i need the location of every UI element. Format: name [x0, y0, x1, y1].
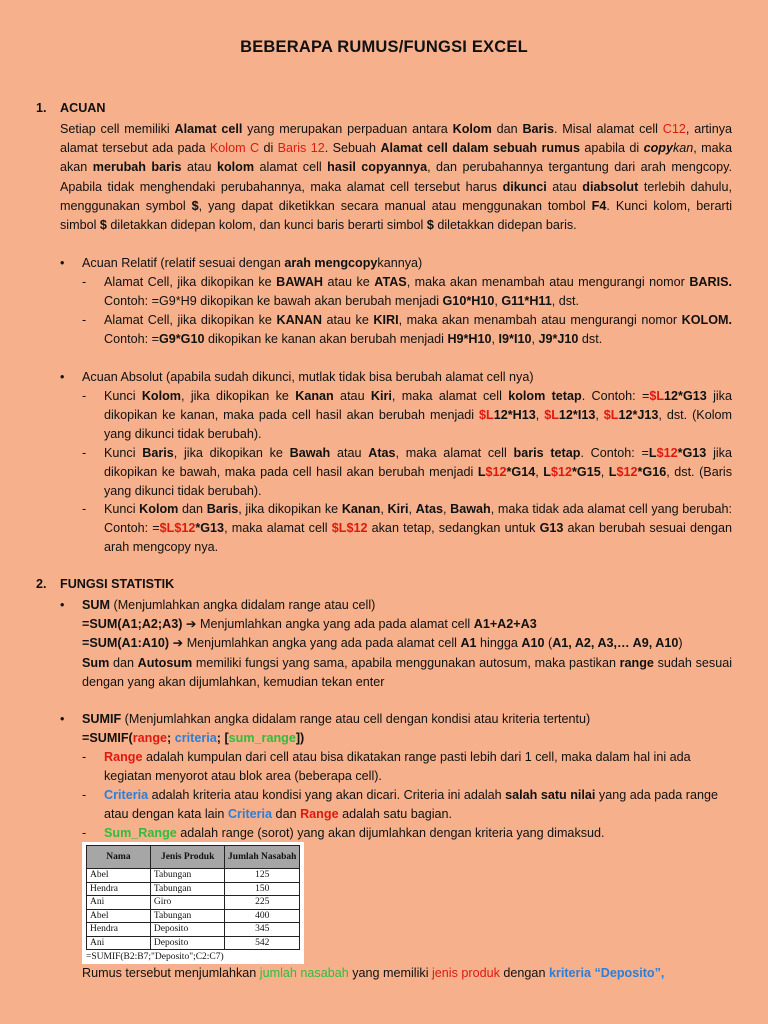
bullet-text — [82, 254, 732, 273]
text-run: Bawah — [450, 502, 491, 516]
table-cell: Abel — [87, 869, 151, 883]
acuan-paragraph — [60, 120, 732, 235]
table-header: Jenis Produk — [150, 846, 225, 869]
text-run: (Menjumlahkan angka didalam range atau cell) — [110, 598, 376, 612]
text-run: KOLOM. — [681, 313, 732, 327]
table-row — [87, 869, 300, 883]
text-run: dan — [491, 122, 523, 136]
sum-line — [82, 634, 732, 653]
text-run: 12*I13 — [558, 408, 596, 423]
table-row — [87, 936, 300, 950]
text-run: $L$12 — [159, 521, 196, 536]
sumif-line — [82, 710, 732, 729]
text-run: 12*G13 — [664, 389, 707, 403]
text-run: KANAN — [276, 313, 322, 327]
table-header: Jumlah Nasabah — [225, 846, 300, 869]
text-run: sum_range — [228, 731, 296, 746]
section-heading-fungsi-statistik — [36, 577, 174, 591]
text-run: , maka alamat cell — [224, 521, 332, 536]
text-run: criteria — [174, 731, 217, 746]
text-run: ]) — [295, 731, 305, 746]
text-run: $12 — [551, 465, 573, 480]
text-run: *G13 — [677, 446, 707, 460]
sumif-formula: =SUMIF(B2:B7;"Deposito";C2:C7) — [86, 952, 224, 962]
table-cell: Tabungan — [150, 882, 225, 896]
text-run: jika dikopikan ke bawah, maka pada cell hasil akan berubah menjadi — [104, 446, 732, 480]
text-run: , maka alamat cell — [395, 446, 514, 460]
bullet-dot: • — [60, 598, 65, 612]
example-table — [86, 845, 300, 950]
text-run: atau — [546, 179, 583, 194]
text-run: . Contoh: = — [581, 389, 650, 403]
text-run: $L — [479, 408, 494, 423]
text-run: ; — [167, 731, 175, 746]
text-run: Alamat cell — [174, 122, 243, 136]
text-run: $ — [426, 218, 434, 233]
text-run: A1, A2, A3,… A9, A10 — [552, 636, 679, 651]
text-run: . Misal alamat cell — [553, 122, 663, 136]
text-run: Kanan — [295, 389, 334, 403]
text-run: J9*J10 — [538, 332, 579, 347]
text-run: , maka alamat cell — [391, 389, 509, 403]
text-run: Menjumlahkan angka yang ada pada alamat cell — [186, 636, 461, 651]
text-run: Kanan — [341, 502, 381, 516]
text-run: G10*H10 — [442, 294, 495, 309]
text-run: A10 — [521, 636, 545, 651]
text-run: dan — [178, 502, 207, 516]
text-run: $L — [603, 408, 619, 423]
text-run: hasil copyannya — [327, 160, 428, 175]
example-table-image — [82, 842, 304, 964]
text-run: Kunci — [104, 502, 140, 516]
text-run: 12*H13 — [493, 408, 536, 423]
section-heading-acuan — [36, 101, 105, 115]
text-run: Baris — [522, 122, 554, 136]
text-run: diletakkan didepan baris. — [433, 218, 577, 233]
text-run: Kolom — [139, 502, 179, 516]
text-run: , maka tidak ada alamat cell yang berubah: Contoh: = — [104, 502, 733, 536]
text-run: , — [491, 332, 499, 347]
text-run: (Menjumlahkan angka didalam range atau cell dengan kondisi atau kriteria tertentu) — [121, 712, 591, 726]
text-run: range — [619, 655, 654, 670]
text-run: ) — [678, 636, 683, 651]
text-run: $L — [649, 389, 665, 403]
text-run: Range — [300, 807, 339, 822]
text-run: $L$12 — [331, 521, 368, 536]
text-run: *G16 — [637, 465, 667, 480]
table-cell: Tabungan — [150, 909, 225, 923]
text-run: , dst. — [551, 294, 580, 309]
text-run: atau ke — [323, 275, 375, 289]
text-run: akan tetap, sedangkan untuk — [367, 521, 540, 536]
text-run: BARIS. — [689, 275, 733, 289]
text-run: , — [494, 294, 502, 309]
bullet-dot: • — [60, 370, 65, 384]
text-run: yang merupakan perpaduan antara — [242, 122, 453, 136]
text-run: alamat cell — [254, 160, 328, 175]
text-run: Kolom C — [209, 141, 260, 156]
text-run: Criteria — [104, 788, 149, 802]
text-run: . Sebuah — [324, 141, 381, 156]
section-number: 2. — [36, 577, 47, 591]
text-run: diabsolut — [582, 179, 639, 194]
text-run: $L — [544, 408, 559, 423]
text-run: Kolom — [452, 122, 492, 136]
text-run: , maka akan menambah atau mengurangi nomor — [406, 275, 690, 289]
text-run: A1 — [460, 636, 477, 651]
text-run: , dan perubahannya tergantung dari arah mengcopy. Apabila tidak menghendaki perubahannya, maka alamat cell tersebut harus — [60, 160, 732, 194]
text-run: =SUM(A1;A2;A3) ➔ — [82, 617, 200, 632]
text-run: $ — [99, 218, 107, 233]
bullet-dot: • — [60, 256, 65, 270]
text-run: , — [408, 502, 416, 516]
text-run: ( — [544, 636, 553, 651]
text-run: *G14 — [506, 465, 536, 480]
text-run: apabila di — [579, 141, 644, 156]
text-run: atau — [330, 446, 369, 460]
text-run: . Kunci kolom, berarti simbol — [60, 198, 732, 233]
table-cell: 125 — [225, 869, 300, 883]
text-run: baris tetap — [513, 446, 581, 460]
document-page: BEBERAPA RUMUS/FUNGSI EXCEL 1. ACUAN Setiap cell memiliki Alamat cell yang merupakan perpaduan antara Kolom dan Baris. Misal alamat cell C12, artinya alamat tersebut ada pada Kolom C di Baris 12. Sebuah Alamat cell dalam sebuah rumus apabila di copykan, maka akan merubah baris atau kolom alamat cell hasil copyannya, dan perubahannya tergantung dari arah mengcopy. Apabila tidak menghendaki perubahannya, maka alamat cell tersebut harus dikunci atau diabsolut terlebih dahulu, menggunakan symbol $, yang dapat diketikkan secara manual atau menggunakan tombol F4. Kunci kolom, berarti simbol $ diletakkan didepan kolom, dan kunci baris berarti simbol $ diletakkan didepan baris. • Acuan Relatif (relatif sesuai dengan arah mengcopykannya) - Alamat Cell, jika dikopikan ke BAWAH atau ke ATAS, maka akan menambah atau mengurangi nomor BARIS. Contoh: =G9*H9 dikopikan ke bawah akan berubah menjadi G10*H10, G11*H11, dst. - Alamat Cell, jika dikopikan ke KANAN atau ke KIRI, maka akan menambah atau mengurangi nomor KOLOM. Contoh: =G9*G10 dikopikan ke kanan akan berubah menjadi H9*H10, I9*I10, J9*J10 dst. • Acuan Absolut (apabila sudah dikunci, mutlak tidak bisa berubah alamat cell nya) - Kunci Kolom, jika dikopikan ke Kanan atau Kiri, maka alamat cell kolom tetap. Contoh: =$L12*G13 jika dikopikan ke kanan, maka pada cell hasil akan berubah menjadi $L12*H13, $L12*I13, $L12*J13, dst. (Kolom yang dikunci tidak berubah). - Kunci Baris, jika dikopikan ke Bawah atau Atas, maka alamat cell baris tetap. Contoh: =L$12*G13 jika dikopikan ke bawah, maka pada cell hasil akan berubah menjadi L$12*G14, L$12*G15, L$12*G16, dst. (Baris yang dikunci tidak berubah). - Kunci Kolom dan Baris, jika dikopikan ke Kanan, Kiri, Atas, Bawah, maka tidak ada alamat cell yang berubah: Contoh: =$L$12*G13, maka alamat cell $L$12 akan tetap, sedangkan untuk G13 akan berubah sesuai dengan arah mengcopy nya. 2. FUNGSI STATISTIK • SUM (Menjumlahkan angka didalam range atau cell) =SUM(A1;A2;A3) ➔ Menjumlahkan angka yang ada pada alamat cell A1+A2+A3 =SUM(A1:A10) ➔ Menjumlahkan angka yang ada pada alamat cell A1 hingga A10 (A1, A2, A3,… A9, A10) Sum dan Autosum memiliki fungsi yang sama, apabila menggunakan autosum, maka pastikan range sudah sesuai dengan yang akan dijumlahkan, kemudian tekan enter • SUMIF (Menjumlahkan angka didalam range atau cell dengan kondisi atau kriteria tertentu) =SUMIF(range; criteria; [sum_range]) - Range adalah kumpulan dari cell atau bisa dikatakan range pasti lebih dari 1 cell, maka dalam hal ini ada kegiatan menyorot atau blok area (beberapa cell). - Criteria adalah kriteria atau kondisi yang akan dicari. Criteria ini adalah salah satu nilai yang ada pada range atau dengan kata lain Criteria dan Range adalah satu bagian. - Sum_Range adalah range (sorot) yang akan dijumlahkan dengan kriteria yang dimaksud. Nama Jenis Produk Jumlah Nasabah Abel Tabungan 125 Hendra Tabungan 150 Ani Giro 225 Abel Tabungan 400 Hendra Deposito 345 Ani Deposito 542 =SUMIF(B2:B7;"Deposito";C2:C7) Rumus tersebut menjumlahkan jumlah nasabah yang memiliki jenis produk dengan kriteria “Deposito”, — [0, 0, 768, 1024]
text-run: , — [600, 465, 609, 480]
text-run: =SUM(A1:A10) ➔ — [82, 636, 187, 651]
text-run: Atas — [368, 446, 396, 460]
text-run: dikopikan ke kanan akan berubah menjadi — [204, 332, 448, 347]
text-run: diletakkan didepan kolom, dan kunci baris berarti simbol — [106, 218, 427, 233]
text-run: dengan — [499, 966, 549, 980]
table-cell: 345 — [225, 923, 300, 937]
text-run: KIRI — [373, 313, 399, 327]
text-run: Acuan Relatif (relatif sesuai dengan — [82, 256, 285, 270]
text-run: di — [259, 141, 278, 156]
closing-sentence — [82, 964, 732, 983]
sumif-syntax — [82, 729, 732, 748]
text-run: salah satu nilai — [505, 788, 596, 802]
text-run: range — [132, 731, 168, 746]
text-run: Setiap cell memiliki — [60, 122, 175, 136]
text-run: atau — [333, 389, 371, 403]
text-run: Acuan Absolut (apabila sudah dikunci, mutlak tidak bisa berubah alamat cell nya) — [82, 370, 534, 384]
table-cell: 150 — [225, 882, 300, 896]
text-run: dikunci — [502, 179, 547, 194]
text-run: merubah baris — [92, 160, 182, 175]
table-cell: 400 — [225, 909, 300, 923]
table-row — [87, 882, 300, 896]
text-run: L — [608, 465, 617, 480]
sum-line — [82, 654, 732, 692]
table-row — [87, 923, 300, 937]
text-run: *G15 — [572, 465, 601, 480]
text-run: L — [543, 465, 551, 480]
text-run: Sum_Range — [104, 826, 177, 840]
text-run: Alamat Cell, jika dikopikan ke — [104, 275, 277, 289]
table-cell: Hendra — [87, 923, 151, 937]
bullet-text — [82, 368, 732, 387]
text-run: jumlah nasabah — [259, 966, 349, 980]
text-run: G11*H11 — [501, 294, 552, 309]
text-run: Range — [104, 750, 143, 764]
text-run: , maka akan — [60, 141, 732, 175]
text-run: atau — [181, 160, 217, 175]
text-run: , jika dikopikan ke — [181, 389, 296, 403]
text-run: Kunci — [104, 446, 143, 460]
text-run: G9*G10 — [158, 332, 205, 347]
text-run: , — [535, 465, 544, 480]
table-cell: Deposito — [150, 936, 225, 950]
text-run: Alamat cell dalam sebuah rumus — [380, 141, 580, 156]
text-run: . Contoh: = — [580, 446, 649, 460]
text-run: ATAS — [374, 275, 407, 289]
document-title: BEBERAPA RUMUS/FUNGSI EXCEL — [240, 38, 528, 56]
text-run: adalah range (sorot) yang akan dijumlahkan dengan kriteria yang dimaksud. — [176, 826, 605, 840]
text-run: F4 — [591, 198, 607, 213]
text-run: , jika dikopikan ke — [173, 446, 290, 460]
bullet-dot: • — [60, 712, 65, 726]
table-cell: Ani — [87, 896, 151, 910]
text-run: dan — [109, 655, 138, 670]
text-run: dan — [272, 807, 301, 822]
text-run: 12*J13 — [618, 408, 659, 423]
text-run: sudah sesuai dengan yang akan dijumlahkan, kemudian tekan enter — [82, 655, 733, 689]
text-run: I9*I10 — [498, 332, 532, 347]
table-cell: Tabungan — [150, 869, 225, 883]
text-run: kriteria “Deposito”, — [548, 966, 665, 980]
text-run: , — [595, 408, 604, 423]
table-header-row — [87, 846, 300, 869]
text-run: =SUMIF( — [82, 731, 133, 746]
sum-line — [82, 596, 732, 615]
text-run: Kolom — [141, 389, 182, 403]
text-run: Bawah — [289, 446, 331, 460]
text-run: , maka akan menambah atau mengurangi nomor — [398, 313, 682, 327]
text-run: atau ke — [321, 313, 374, 327]
text-run: , jika dikopikan ke — [238, 502, 342, 516]
text-run: $ — [191, 198, 199, 213]
text-run: BAWAH — [276, 275, 324, 289]
table-row — [87, 896, 300, 910]
text-run: arah mengcopy — [284, 256, 378, 270]
table-header: Nama — [87, 846, 151, 869]
text-run: C12 — [662, 122, 686, 136]
text-run: L — [477, 465, 486, 480]
text-run: , dst. (Baris yang dikunci tidak berubah). — [104, 465, 732, 499]
table-cell: Hendra — [87, 882, 151, 896]
text-run: kan — [672, 141, 694, 156]
text-run: akan berubah sesuai dengan arah mengcopy nya. — [104, 521, 733, 555]
text-run: , — [531, 332, 539, 347]
text-run: Atas — [415, 502, 443, 516]
text-run: , — [380, 502, 388, 516]
text-run: A1+A2+A3 — [473, 617, 537, 632]
text-run: , dst. (Kolom yang dikunci tidak berubah). — [104, 408, 733, 442]
text-run: Contoh: = — [104, 332, 159, 347]
text-run: G13 — [539, 521, 564, 536]
section-title: ACUAN — [60, 101, 106, 115]
text-run: $12 — [485, 465, 507, 480]
text-run: adalah kriteria atau kondisi yang akan dicari. Criteria ini adalah — [148, 788, 506, 802]
sum-line — [82, 615, 732, 634]
text-run: jika dikopikan ke kanan, maka pada cell hasil akan berubah menjadi — [104, 389, 732, 423]
table-cell: Giro — [150, 896, 225, 910]
text-run: Baris — [142, 446, 174, 460]
text-run: yang ada pada range atau dengan kata lain — [104, 788, 718, 822]
text-run: , — [535, 408, 545, 423]
text-run: , artinya alamat tersebut ada pada — [60, 122, 733, 156]
text-run: $12 — [656, 446, 678, 460]
text-run: H9*H10 — [447, 332, 492, 347]
text-run: memiliki fungsi yang sama, apabila menggunakan autosum, maka pastikan — [192, 655, 620, 670]
table-cell: 225 — [225, 896, 300, 910]
text-run: $12 — [616, 465, 638, 480]
section-title: FUNGSI STATISTIK — [60, 577, 175, 591]
text-run: hingga — [476, 636, 522, 651]
text-run: , — [442, 502, 451, 516]
table-cell: Deposito — [150, 923, 225, 937]
text-run: Contoh: =G9*H9 dikopikan ke bawah akan berubah menjadi — [104, 294, 443, 309]
text-run: Menjumlahkan angka yang ada pada alamat cell — [199, 617, 474, 632]
text-run: L — [648, 446, 657, 460]
text-run: ; [ — [216, 731, 229, 746]
text-run: Alamat Cell, jika dikopikan ke — [104, 313, 277, 327]
text-run: terlebih dahulu, menggunakan symbol — [60, 179, 732, 213]
table-row — [87, 909, 300, 923]
text-run: Kiri — [370, 389, 392, 403]
text-run: kolom tetap — [508, 389, 582, 403]
text-run: Kunci — [104, 389, 142, 403]
text-run: Baris 12 — [277, 141, 325, 156]
text-run: , yang dapat diketikkan secara manual atau menggunakan tombol — [198, 198, 592, 213]
text-run: Rumus tersebut menjumlahkan — [82, 966, 260, 980]
table-cell: 542 — [225, 936, 300, 950]
table-cell: Abel — [87, 909, 151, 923]
text-run: SUMIF — [82, 712, 122, 726]
text-run: copy — [643, 141, 673, 156]
text-run: Kiri — [387, 502, 409, 516]
text-run: adalah satu bagian. — [338, 807, 453, 822]
text-run: jenis produk — [432, 966, 500, 980]
text-run: yang memiliki — [348, 966, 432, 980]
text-run: Baris — [206, 502, 239, 516]
text-run: kannya) — [377, 256, 423, 270]
text-run: adalah kumpulan dari cell atau bisa dikatakan range pasti lebih dari 1 cell, maka dalam hal ini ada kegiatan menyorot atau blok area (beberapa cell). — [104, 750, 691, 784]
text-run: *G13 — [195, 521, 225, 536]
text-run: Sum — [82, 655, 110, 670]
text-run: Autosum — [137, 655, 193, 670]
section-number: 1. — [36, 101, 47, 115]
text-run: dst. — [578, 332, 603, 347]
text-run: kolom — [216, 160, 255, 175]
text-run: Criteria — [227, 807, 273, 822]
table-cell: Ani — [87, 936, 151, 950]
text-run: SUM — [82, 598, 110, 612]
